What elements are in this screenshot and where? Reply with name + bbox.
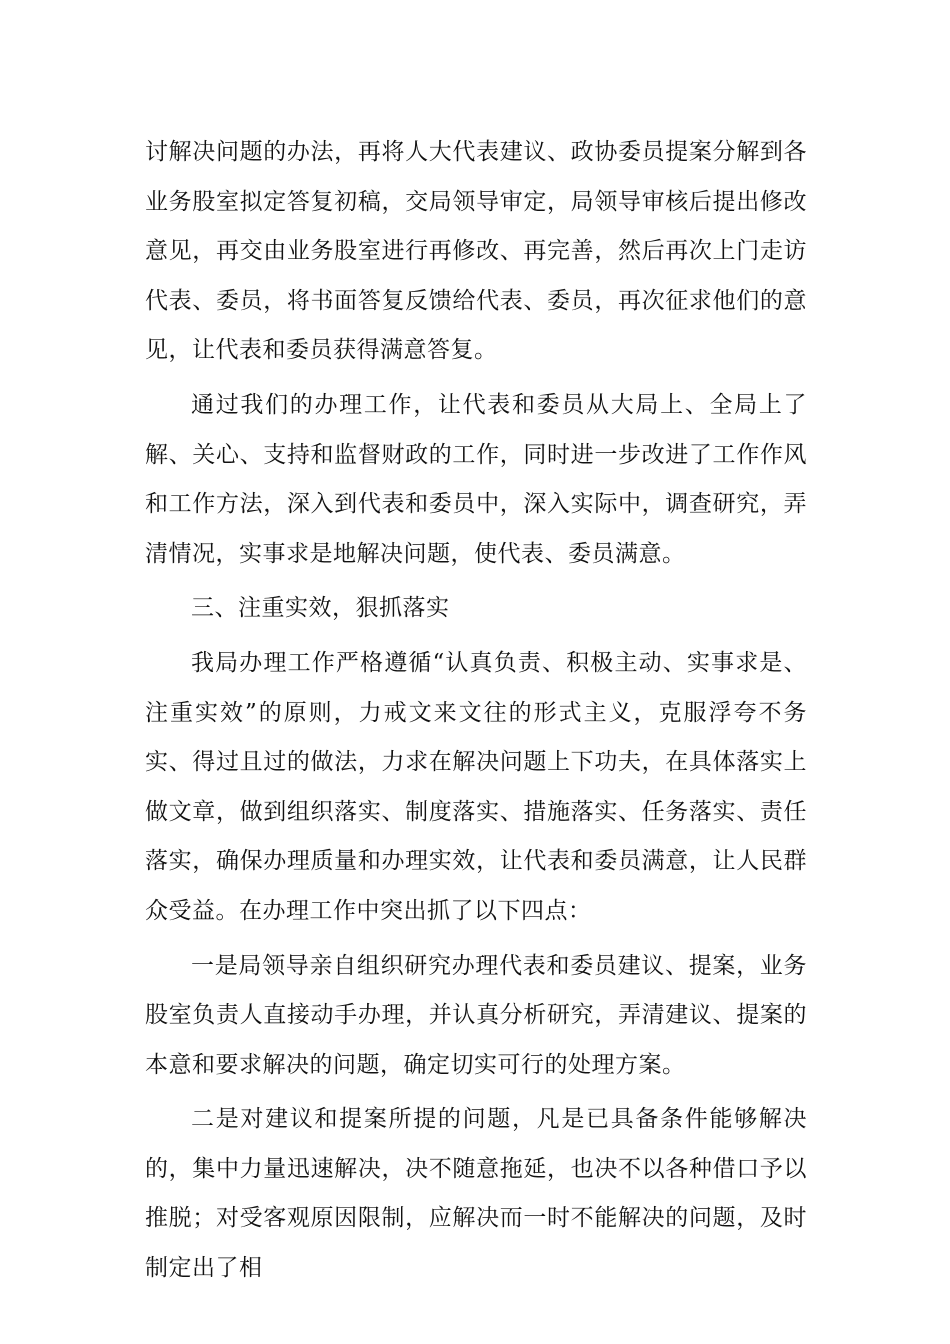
- section-heading-3: 三、注重实效，狠抓落实: [191, 595, 450, 622]
- paragraph-principles: 我局办理工作严格遵循“认真负责、积极主动、实事求是、注重实效”的原则，力戒文来文往的形式主义，克服浮夸不务实、得过且过的做法，力求在解决问题上下功夫，在具体落实上做文章，做到组织落实、制度落实、措施落实、任务落实、责任落实，确保办理质量和办理实效，让代表和委员满意，让人民群众受益。在办理工作中突出抓了以下四点：: [145, 649, 807, 924]
- paragraph-work-results: 通过我们的办理工作，让代表和委员从大局上、全局上了解、关心、支持和监督财政的工作，同时进一步改进了工作作风和工作方法，深入到代表和委员中，深入实际中，调查研究，弄清情况，实事求是地解决问题，使代表、委员满意。: [145, 391, 807, 567]
- paragraph-continuation: 讨解决问题的办法，再将人大代表建议、政协委员提案分解到各业务股室拟定答复初稿，交局领导审定，局领导审核后提出修改意见，再交由业务股室进行再修改、再完善，然后再次上门走访代表、委员，将书面答复反馈给代表、委员，再次征求他们的意见，让代表和委员获得满意答复。: [145, 139, 807, 364]
- paragraph-point-2: 二是对建议和提案所提的问题，凡是已具备条件能够解决的，集中力量迅速解决，决不随意拖延，也决不以各种借口予以推脱；对受客观原因限制，应解决而一时不能解决的问题，及时制定出了相: [145, 1106, 807, 1282]
- paragraph-point-1: 一是局领导亲自组织研究办理代表和委员建议、提案，业务股室负责人直接动手办理，并认真分析研究，弄清建议、提案的本意和要求解决的问题，确定切实可行的处理方案。: [145, 952, 807, 1078]
